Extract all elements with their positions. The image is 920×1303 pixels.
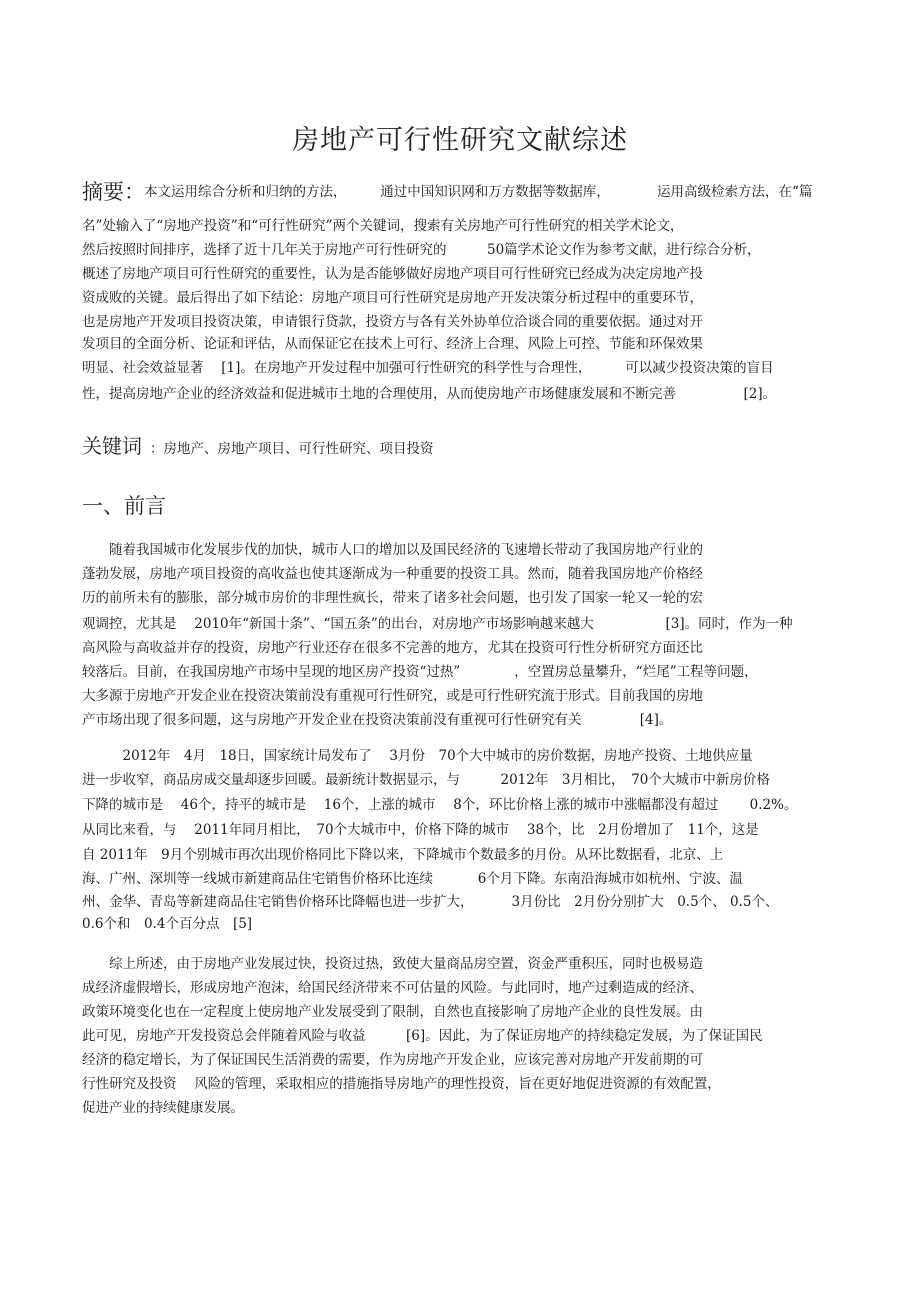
paragraph-line: 进一步收窄，商品房成交量却逐步回暖。最新统计数据显示，与 2012年 3月相比， 70个大城市中新房价格 — [82, 772, 770, 788]
page-title: 房地产可行性研究文献综述 — [292, 125, 628, 156]
paragraph-line: 大多源于房地产开发企业在投资决策前没有重视可行性研究，或是可行性研究流于形式。目前我国的房地 — [82, 688, 703, 704]
abstract-line: 本文运用综合分析和归纳的方法， 通过中国知识网和万方数据等数据库， 运用高级检索方法，在“篇 — [144, 184, 813, 200]
paragraph-line: 政策环境变化也在一定程度上使房地产业发展受到了限制，自然也直接影响了房地产企业的良性发展。由 — [82, 1004, 703, 1020]
paragraph-line: 下降的城市是 46个，持平的城市是 16个，上涨的城市 8个，环比价格上涨的城市中涨幅都没有超过 0.2%。 — [82, 797, 798, 813]
paragraph-line: 历的前所未有的膨胀，部分城市房价的非理性疯长，带来了诸多社会问题，也引发了国家一轮又一轮的宏 — [82, 590, 703, 606]
abstract-line: 概述了房地产项目可行性研究的重要性，认为是否能够做好房地产项目可行性研究已经成为决定房地产投 — [82, 266, 703, 282]
keywords-label: 关键词 — [82, 434, 142, 458]
section-heading: 一、前言 — [82, 494, 166, 518]
paragraph-line: 产市场出现了很多问题，这与房地产开发企业在投资决策前没有重视可行性研究有关 [4]。 — [82, 712, 673, 728]
abstract-line: 明显、社会效益显著 [1]。在房地产开发过程中加强可行性研究的科学性与合理性， 可以减少投资决策的盲目 — [82, 360, 774, 376]
paragraph-line: 0.6个和 0.4个百分点 [5] — [82, 916, 253, 932]
abstract-line: 也是房地产开发项目投资决策，申请银行贷款，投资方与各有关外协单位洽谈合同的重要依据。通过对开 — [82, 314, 703, 330]
abstract-line: 资成败的关键。最后得出了如下结论：房地产项目可行性研究是房地产开发决策分析过程中的重要环节， — [82, 290, 703, 306]
paragraph-line: 高风险与高收益并存的投资，房地产行业还存在很多不完善的地方，尤其在投资可行性分析研究方面还比 — [82, 640, 703, 656]
paragraph-line: 成经济虚假增长，形成房地产泡沫，给国民经济带来不可估量的风险。与此同时，地产过剩造成的经济、 — [82, 980, 703, 996]
paragraph-line: 海、广州、深圳等一线城市新建商品住宅销售价格环比连续 6个月下降。东南沿海城市如杭州、宁波、温 — [82, 871, 743, 887]
abstract-line: 性，提高房地产企业的经济效益和促进城市土地的合理使用，从而使房地产市场健康发展和不断完善 [2]。 — [82, 386, 777, 402]
paragraph-line: 2012年 4月 18日，国家统计局发布了 3月份 70个大中城市的房价数据，房地产投资、土地供应量 — [82, 748, 753, 764]
abstract-line: 发项目的全面分析、论证和评估，从而保证它在技术上可行、经济上合理、风险上可控、节能和环保效果 — [82, 336, 703, 352]
paragraph-line: 促进产业的持续健康发展。 — [82, 1100, 244, 1116]
paragraph-line: 行性研究及投资 风险的管理，采取相应的措施指导房地产的理性投资，旨在更好地促进资源的有效配置， — [82, 1076, 721, 1092]
paragraph-line: 较落后。目前，在我国房地产市场中呈现的地区房产投资“过热” ，空置房总量攀升，“烂尾”工程等问题， — [82, 664, 758, 680]
paragraph-line: 州、金华、青岛等新建商品住宅销售价格环比降幅也进一步扩大， 3月份比 2月份分别扩大 0.5个、 0.5个、 — [82, 894, 779, 910]
paragraph-line: 经济的稳定增长，为了保证国民生活消费的需要，作为房地产开发企业，应该完善对房地产开发前期的可 — [82, 1052, 703, 1068]
paragraph-line: 蓬勃发展，房地产项目投资的高收益也使其逐渐成为一种重要的投资工具。然而，随着我国房地产价格经 — [82, 566, 703, 582]
abstract-line: 名”处输入了“房地产投资”和“可行性研究”两个关键词，搜索有关房地产可行性研究的相关学术论文， — [82, 218, 684, 234]
abstract-label: 摘要： — [82, 180, 145, 204]
paragraph-line: 观调控，尤其是 2010年“新国十条”、“国五条”的出台，对房地产市场影响越来越大 [3]。同时，作为一种 — [82, 616, 793, 632]
paragraph-line: 自 2011年 9月个别城市再次出现价格同比下降以来，下降城市个数最多的月份。从环比数据看，北京、上 — [82, 847, 724, 863]
abstract-line: 然后按照时间排序，选择了近十几年关于房地产可行性研究的 50篇学术论文作为参考文献，进行综合分析， — [82, 242, 761, 258]
keywords-text: ：房地产、房地产项目、可行性研究、项目投资 — [150, 441, 434, 457]
paragraph-line: 从同比来看，与 2011年同月相比， 70个大城市中，价格下降的城市 38个，比 2月份增加了 11个，这是 — [82, 822, 759, 838]
paragraph-line: 综上所述，由于房地产业发展过快，投资过热，致使大量商品房空置，资金严重积压，同时也极易造 — [82, 956, 703, 972]
paragraph-line: 此可见，房地产开发投资总会伴随着风险与收益 [6]。因此，为了保证房地产的持续稳定发展，为了保证国民 — [82, 1028, 763, 1044]
paragraph-line: 随着我国城市化发展步伐的加快，城市人口的增加以及国民经济的飞速增长带动了我国房地产行业的 — [82, 542, 703, 558]
